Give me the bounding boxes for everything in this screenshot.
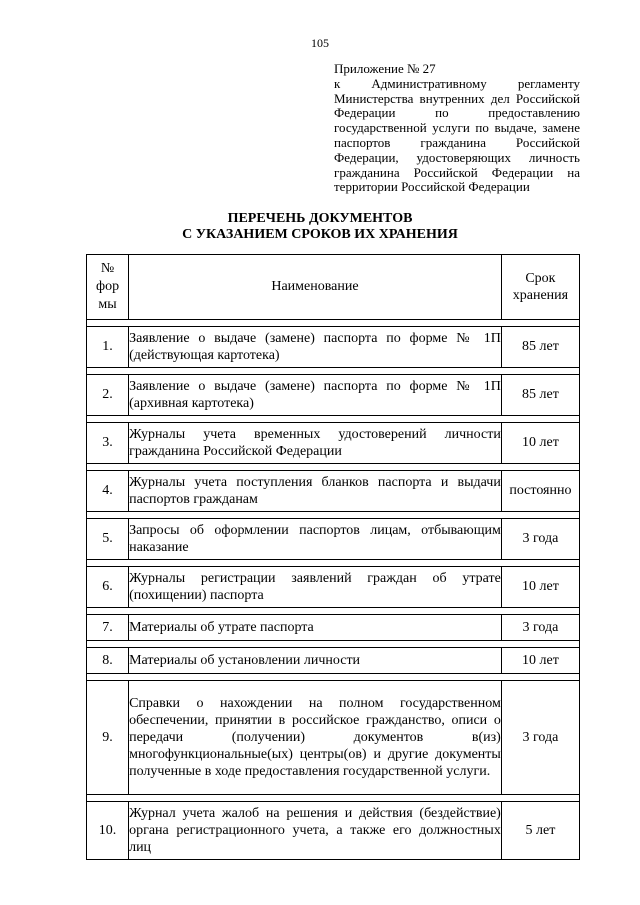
row-spacer [87,795,580,802]
row-number: 6. [87,567,129,608]
header-term-line: хранения [512,288,569,303]
row-number: 5. [87,519,129,560]
page-number: 105 [311,36,329,50]
header-name: Наименование [129,255,502,320]
row-spacer [87,464,580,471]
table-row [87,648,580,674]
row-name: Справки о нахождении на полном государственном обеспечении, принятии в российское гражданство, описи о передачи (получении) документов в(из) многофункциональные(ых) центры(ов) и другие документы полученные в ходе предоставления государственной услуги. [129,681,502,795]
row-number: 9. [87,681,129,795]
document-title-line-2: С УКАЗАНИЕМ СРОКОВ ИХ ХРАНЕНИЯ [182,227,458,242]
appendix-block [334,62,580,195]
row-spacer [87,512,580,519]
row-storage-term: 3 года [501,519,579,560]
row-spacer [87,560,580,567]
row-storage-term: 85 лет [501,375,579,416]
row-spacer [87,320,580,327]
row-name: Журналы регистрации заявлений граждан об утрате (похищении) паспорта [129,567,502,608]
row-name: Заявление о выдаче (замене) паспорта по форме № 1П (архивная картотека) [129,375,502,416]
row-spacer-cell [87,641,580,648]
row-number: 1. [87,327,129,368]
row-name: Материалы об установлении личности [129,648,502,674]
row-number: 2. [87,375,129,416]
row-name: Журналы учета временных удостоверений личности гражданина Российской Федерации [129,423,502,464]
table-row [87,615,580,641]
row-spacer [87,674,580,681]
row-number: 8. [87,648,129,674]
header-num-line: № [100,261,115,276]
table-row [87,375,580,416]
header-num-line: мы [98,297,117,312]
row-name: Заявление о выдаче (замене) паспорта по форме № 1П (действующая картотека) [129,327,502,368]
row-storage-term: постоянно [501,471,579,512]
row-number: 3. [87,423,129,464]
row-storage-term: 10 лет [501,423,579,464]
row-spacer-cell [87,320,580,327]
row-number: 10. [87,802,129,860]
row-spacer-cell [87,416,580,423]
row-spacer [87,641,580,648]
row-storage-term: 5 лет [501,802,579,860]
document-title [0,211,640,243]
table-row [87,471,580,512]
row-spacer-cell [87,795,580,802]
row-spacer-cell [87,674,580,681]
row-storage-term: 85 лет [501,327,579,368]
row-storage-term: 3 года [501,681,579,795]
row-spacer-cell [87,368,580,375]
table-header-row [87,255,580,320]
row-name: Журнал учета жалоб на решения и действия (бездействие) органа регистрационного учета, а также его должностных лиц [129,802,502,860]
row-number: 4. [87,471,129,512]
header-storage-term [501,255,579,320]
row-spacer-cell [87,608,580,615]
table-row [87,802,580,860]
row-name: Материалы об утрате паспорта [129,615,502,641]
appendix-body: к Административному регламенту Министерства внутренних дел Российской Федерации по предоставлению государственной услуги по выдаче, замене паспортов гражданина Российской Федерации, удостоверяющих личность гражданина Российской Федерации на территории Российской Федерации [334,75,580,195]
row-storage-term: 10 лет [501,567,579,608]
header-form-number [87,255,129,320]
row-name: Запросы об оформлении паспортов лицам, отбывающим наказание [129,519,502,560]
header-num-line: фор [96,279,120,294]
table-body [87,320,580,860]
document-title-line-1: ПЕРЕЧЕНЬ ДОКУМЕНТОВ [227,211,413,226]
table-row [87,567,580,608]
row-spacer [87,416,580,423]
row-storage-term: 10 лет [501,648,579,674]
table-row [87,519,580,560]
header-term-line: Срок [525,271,556,286]
row-storage-term: 3 года [501,615,579,641]
row-number: 7. [87,615,129,641]
row-spacer [87,368,580,375]
row-spacer-cell [87,464,580,471]
table-row [87,681,580,795]
row-spacer-cell [87,560,580,567]
table-row [87,423,580,464]
row-spacer-cell [87,512,580,519]
row-name: Журналы учета поступления бланков паспорта и выдачи паспортов гражданам [129,471,502,512]
table-row [87,327,580,368]
row-spacer [87,608,580,615]
appendix-title: Приложение № 27 [334,61,436,76]
documents-table [86,254,580,860]
